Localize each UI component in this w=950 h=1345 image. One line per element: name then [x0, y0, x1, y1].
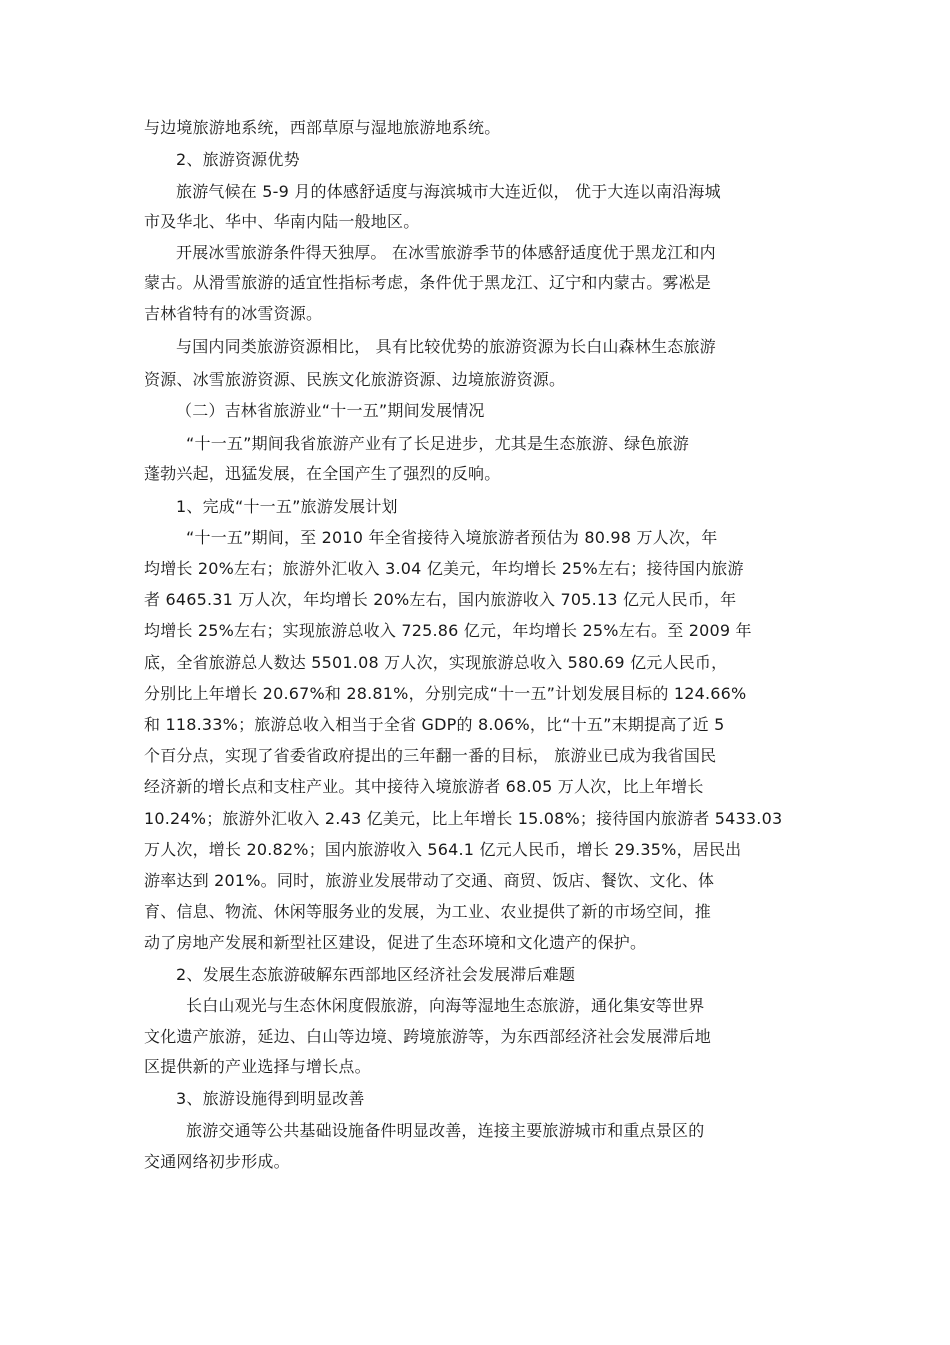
text-line: 个百分点，实现了省委省政府提出的三年翻一番的目标， 旅游业已成为我省国民: [144, 746, 717, 765]
text-line: 旅游气候在 5-9 月的体感舒适度与海滨城市大连近似， 优于大连以南沿海城: [176, 182, 721, 201]
text-line: 与边境旅游地系统，西部草原与湿地旅游地系统。: [144, 118, 501, 137]
text-line: 分别比上年增长 20.67%和 28.81%，分别完成“十一五”计划发展目标的 124.66%: [144, 684, 747, 703]
text-line: 交通网络初步形成。: [144, 1152, 290, 1171]
text-line: 与国内同类旅游资源相比， 具有比较优势的旅游资源为长白山森林生态旅游: [176, 337, 716, 356]
text-line: 游率达到 201%。同时，旅游业发展带动了交通、商贸、饭店、餐饮、文化、体: [144, 871, 715, 890]
section-heading: （二）吉林省旅游业“十一五”期间发展情况: [176, 401, 485, 420]
section-heading: 1、完成“十一五”旅游发展计划: [176, 497, 398, 516]
text-line: 旅游交通等公共基础设施备件明显改善，连接主要旅游城市和重点景区的: [186, 1121, 705, 1140]
text-line: 蒙古。从滑雪旅游的适宜性指标考虑，条件优于黑龙江、辽宁和内蒙古。雾凇是: [144, 273, 712, 292]
text-line: 者 6465.31 万人次，年均增长 20%左右，国内旅游收入 705.13 亿元人民币，年: [144, 590, 737, 609]
section-heading: 3、旅游设施得到明显改善: [176, 1089, 365, 1108]
text-line: 育、信息、物流、休闲等服务业的发展，为工业、农业提供了新的市场空间，推: [144, 902, 712, 921]
text-line: 蓬勃兴起，迅猛发展，在全国产生了强烈的反响。: [144, 464, 501, 483]
text-line: 经济新的增长点和支柱产业。其中接待入境旅游者 68.05 万人次，比上年增长: [144, 777, 704, 796]
text-line: 均增长 20%左右；旅游外汇收入 3.04 亿美元，年均增长 25%左右；接待国内旅游: [144, 559, 744, 578]
text-line: 市及华北、华中、华南内陆一般地区。: [144, 212, 420, 231]
text-line: 资源、冰雪旅游资源、民族文化旅游资源、边境旅游资源。: [144, 370, 566, 389]
section-heading: 2、发展生态旅游破解东西部地区经济社会发展滞后难题: [176, 965, 576, 984]
text-line: 底，全省旅游总人数达 5501.08 万人次，实现旅游总收入 580.69 亿元人民币，: [144, 653, 728, 672]
text-line: 10.24%；旅游外汇收入 2.43 亿美元，比上年增长 15.08%；接待国内旅游者 5433.03: [144, 809, 783, 828]
text-line: 万人次，增长 20.82%；国内旅游收入 564.1 亿元人民币，增长 29.35%，居民出: [144, 840, 742, 859]
text-line: 吉林省特有的冰雪资源。: [144, 304, 323, 323]
text-line: 均增长 25%左右；实现旅游总收入 725.86 亿元，年均增长 25%左右。至 2009 年: [144, 621, 752, 640]
text-line: “十一五”期间我省旅游产业有了长足进步，尤其是生态旅游、绿色旅游: [186, 434, 689, 453]
text-line: 长白山观光与生态休闲度假旅游，向海等湿地生态旅游，通化集安等世界: [186, 996, 705, 1015]
text-line: 区提供新的产业选择与增长点。: [144, 1057, 371, 1076]
text-line: 开展冰雪旅游条件得天独厚。 在冰雪旅游季节的体感舒适度优于黑龙江和内: [176, 243, 716, 262]
text-line: 文化遗产旅游，延边、白山等边境、跨境旅游等，为东西部经济社会发展滞后地: [144, 1027, 712, 1046]
text-line: 和 118.33%；旅游总收入相当于全省 GDP的 8.06%，比“十五”末期提高了近 5: [144, 715, 725, 734]
section-heading: 2、旅游资源优势: [176, 150, 300, 169]
text-line: “十一五”期间，至 2010 年全省接待入境旅游者预估为 80.98 万人次，年: [186, 528, 718, 547]
text-line: 动了房地产发展和新型社区建设，促进了生态环境和文化遗产的保护。: [144, 933, 647, 952]
